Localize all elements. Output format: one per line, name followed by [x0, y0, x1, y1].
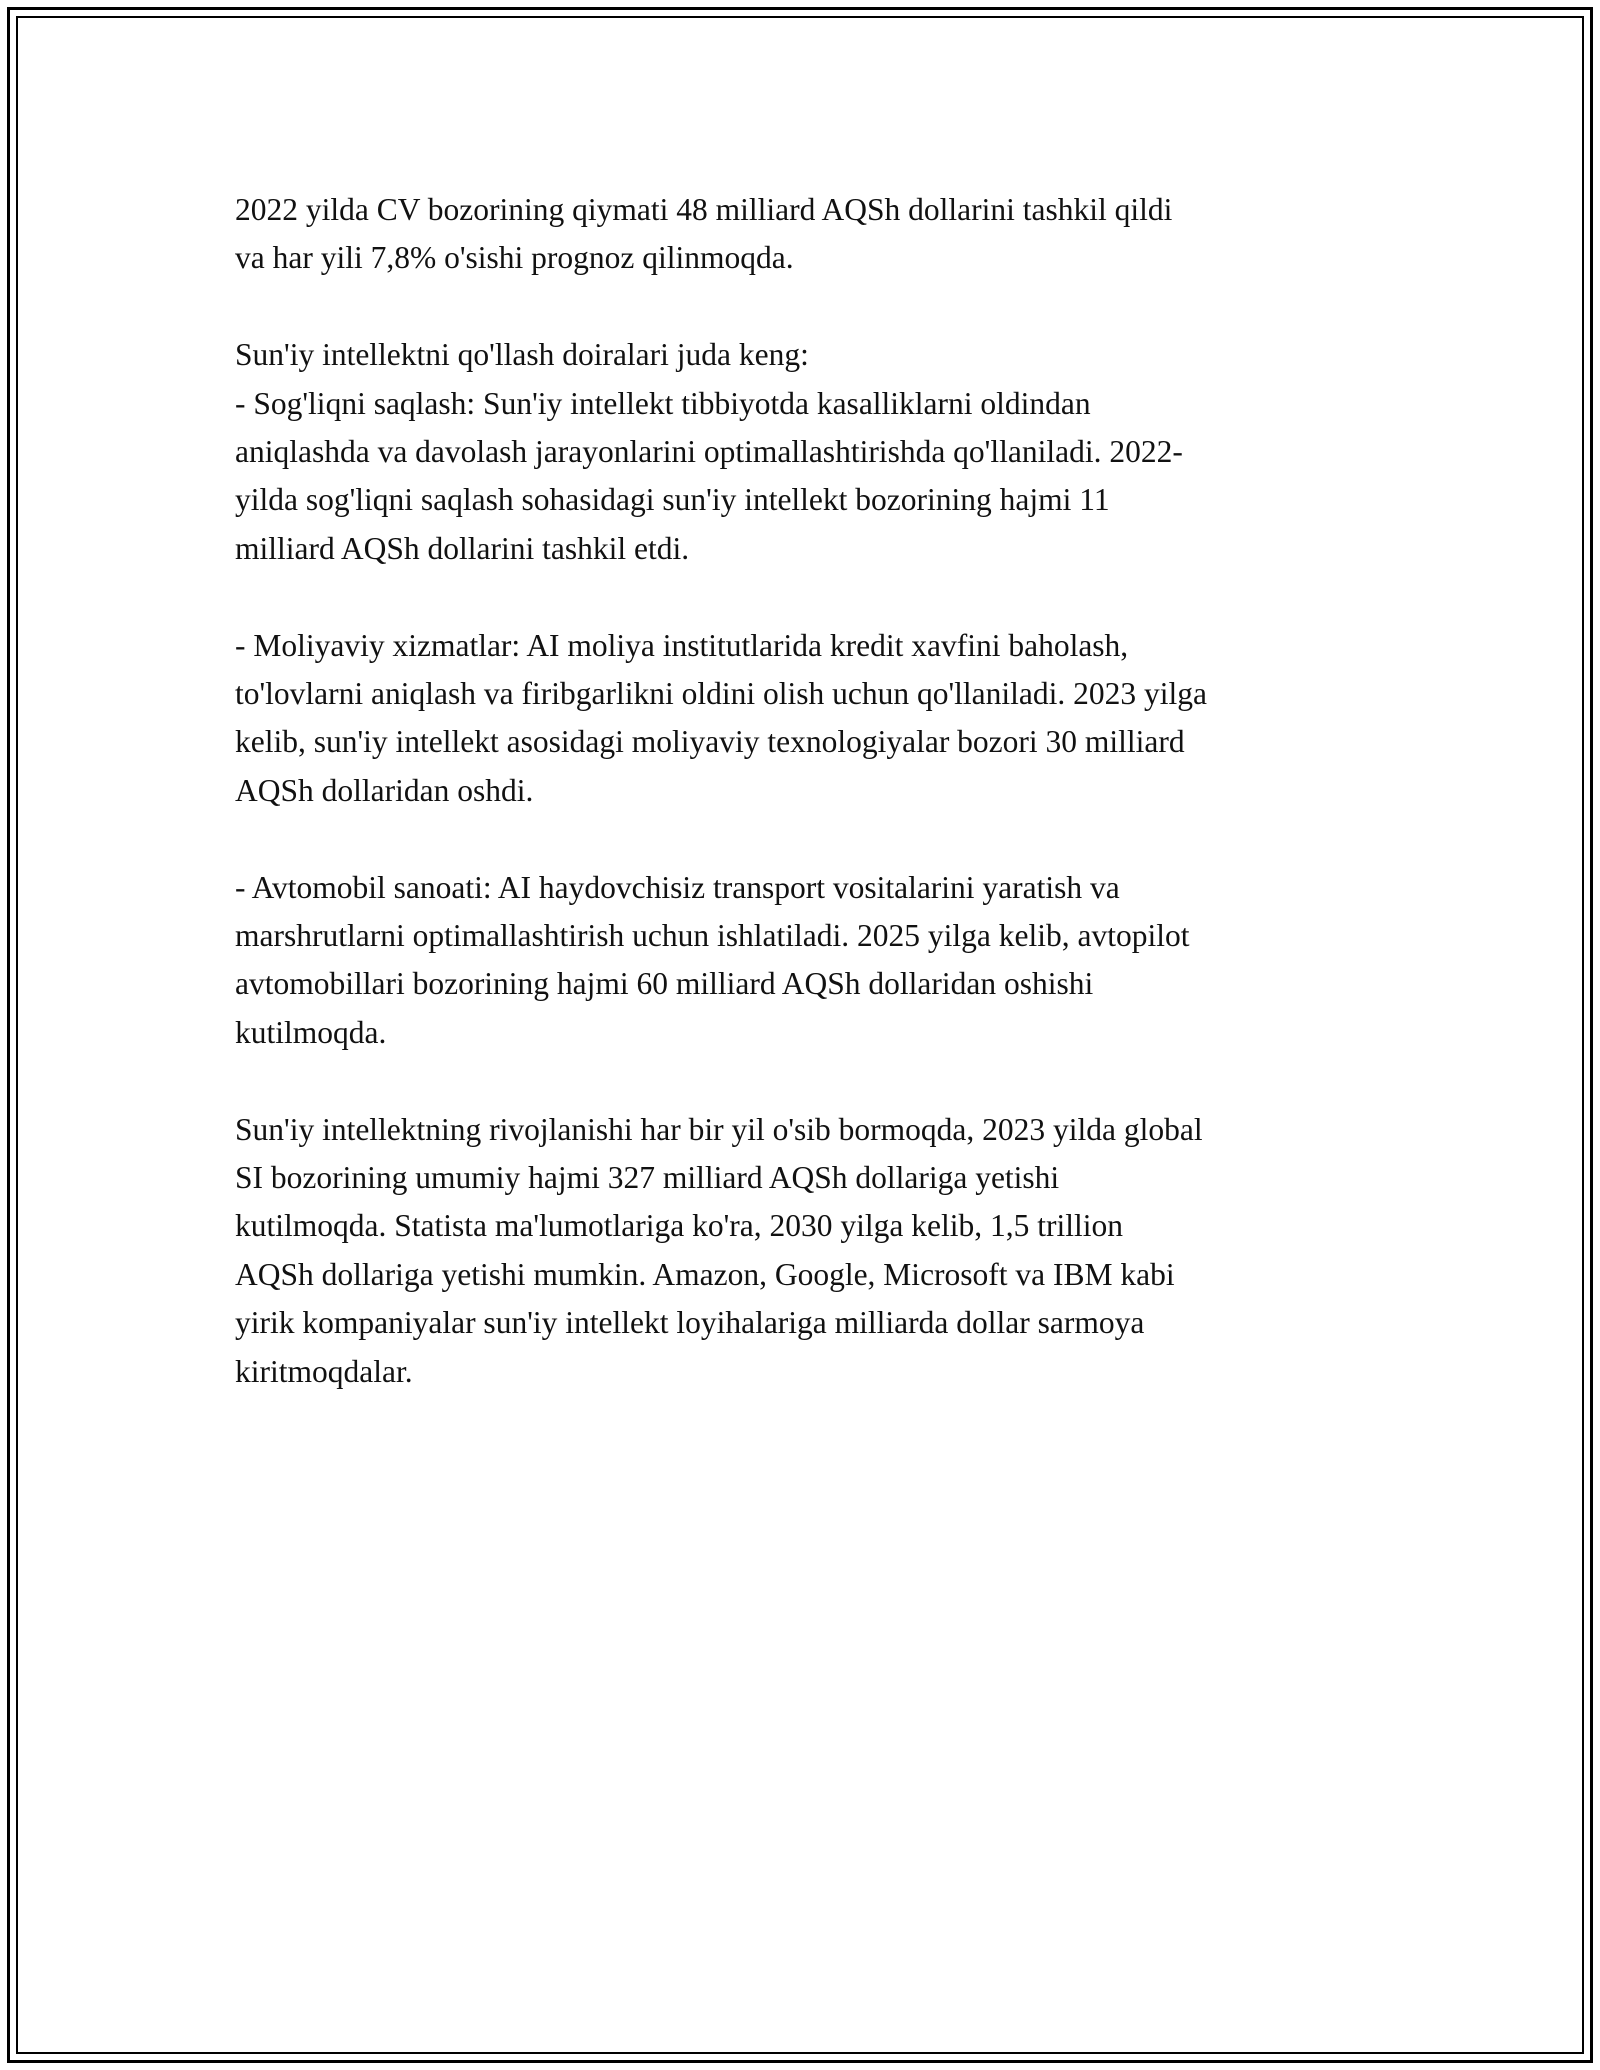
text-line: Sun'iy intellektning rivojlanishi har bir yil o'sib bormoqda, 2023 yilda global [235, 1111, 1203, 1147]
text-line: AQSh dollaridan oshdi. [235, 772, 534, 808]
text-line: SI bozorining umumiy hajmi 327 milliard AQSh dollariga yetishi [235, 1160, 1060, 1196]
text-line: AQSh dollariga yetishi mumkin. Amazon, Google, Microsoft va IBM kabi [235, 1256, 1175, 1292]
text-line: - Avtomobil sanoati: AI haydovchisiz transport vositalarini yaratish va [235, 869, 1120, 905]
text-line: yilda sog'liqni saqlash sohasidagi sun'iy intellekt bozorining hajmi 11 [235, 482, 1110, 518]
text-line: 2022 yilda CV bozorining qiymati 48 milliard AQSh dollarini tashkil qildi [235, 192, 1173, 227]
text-line: milliard AQSh dollarini tashkil etdi. [235, 530, 690, 566]
text-line: yirik kompaniyalar sun'iy intellekt loyihalariga milliarda dollar sarmoya [235, 1305, 1145, 1341]
text-line: avtomobillari bozorining hajmi 60 milliard AQSh dollaridan oshishi [235, 966, 1094, 1002]
paragraph-finance [235, 622, 1375, 816]
text-line: marshrutlarni optimallashtirish uchun ishlatiladi. 2025 yilga kelib, avtopilot [235, 918, 1190, 954]
text-line: kiritmoqdalar. [235, 1353, 413, 1389]
text-line: - Moliyaviy xizmatlar: AI moliya institutlarida kredit xavfini baholash, [235, 627, 1129, 663]
paragraph-automotive [235, 864, 1375, 1058]
document-body [235, 186, 1375, 1444]
paragraph-healthcare [235, 331, 1375, 573]
text-line: - Sog'liqni saqlash: Sun'iy intellekt tibbiyotda kasalliklarni oldindan [235, 385, 1091, 421]
text-line: va har yili 7,8% o'sishi prognoz qilinmoqda. [235, 240, 794, 276]
paragraph-global-market [235, 1106, 1375, 1396]
text-line: to'lovlarni aniqlash va firibgarlikni oldini olish uchun qo'llaniladi. 2023 yilga [235, 676, 1207, 712]
text-line: aniqlashda va davolash jarayonlarini optimallashtirishda qo'llaniladi. 2022- [235, 434, 1183, 470]
paragraph-cv-market [235, 186, 1375, 283]
text-line: kelib, sun'iy intellekt asosidagi moliyaviy texnologiyalar bozori 30 milliard [235, 724, 1185, 760]
text-line: Sun'iy intellektni qo'llash doiralari juda keng: [235, 337, 809, 373]
text-line: kutilmoqda. [235, 1014, 387, 1050]
text-line: kutilmoqda. Statista ma'lumotlariga ko'ra, 2030 yilga kelib, 1,5 trillion [235, 1208, 1123, 1244]
